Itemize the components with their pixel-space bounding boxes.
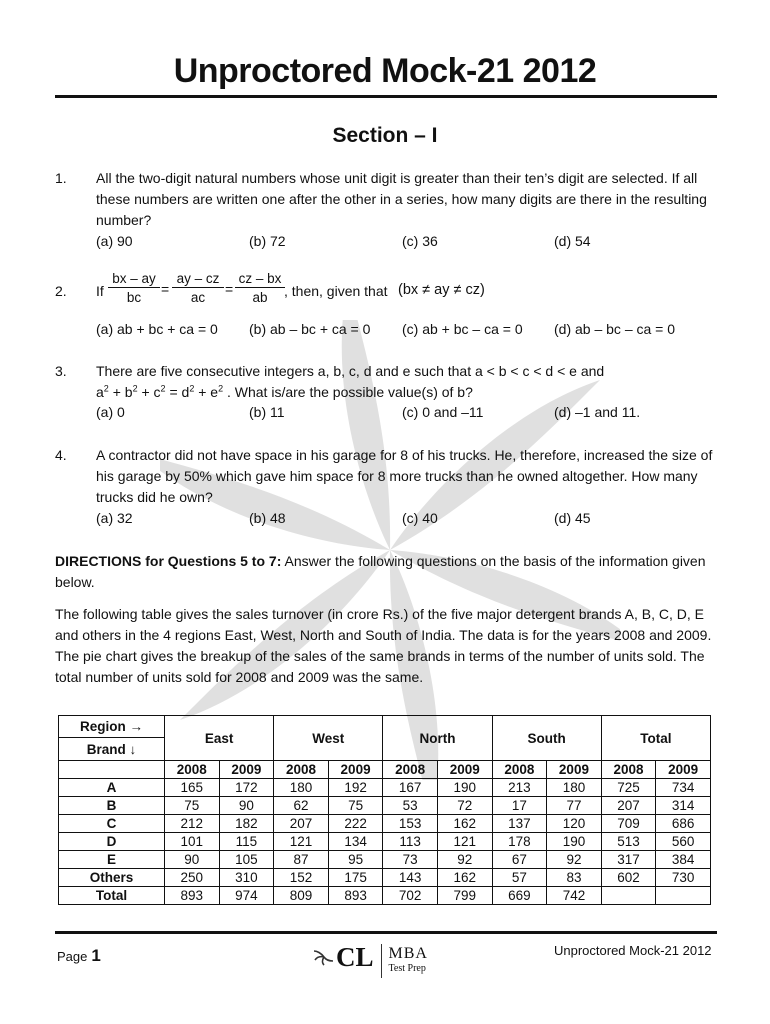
- table-cell: 317: [601, 851, 656, 869]
- question-3-equation-line: $a^2 + b^2 + c^2 = d^2 + e^2$ . What is/are the possible value(s) of b?: [96, 383, 473, 400]
- question-3-option-d: (d) –1 and 11.: [554, 404, 641, 420]
- table-row: [59, 779, 711, 797]
- equals-sign: =: [225, 281, 234, 297]
- question-2-option-c: (c) ab + bc – ca = 0: [402, 321, 523, 337]
- question-4-option-a: (a) 32: [96, 510, 133, 526]
- table-cell: 143: [383, 869, 438, 887]
- brand-cell: Total: [59, 887, 165, 905]
- question-1-text: [96, 168, 720, 231]
- table-cell: 162: [437, 815, 492, 833]
- question-1-line: these numbers are written one after the other in a series, how many digits are there in the resulting: [96, 191, 707, 207]
- brand-cell: C: [59, 815, 165, 833]
- directions-block: [55, 551, 720, 593]
- year-header: 2009: [656, 761, 711, 779]
- table-cell: 250: [165, 869, 220, 887]
- table-cell: 121: [437, 833, 492, 851]
- table-cell: 384: [656, 851, 711, 869]
- table-cell: 113: [383, 833, 438, 851]
- brand-header: Brand ↓: [59, 738, 165, 761]
- region-south: South: [492, 716, 601, 761]
- question-3-option-c: (c) 0 and –11: [402, 404, 484, 420]
- fraction-1: [108, 271, 160, 305]
- intro-paragraph: [55, 604, 720, 688]
- logo-mba: MBA: [388, 945, 428, 962]
- year-header: 2008: [383, 761, 438, 779]
- table-cell: 314: [656, 797, 711, 815]
- table-cell: 95: [328, 851, 383, 869]
- table-cell: 974: [219, 887, 274, 905]
- brand-cell: A: [59, 779, 165, 797]
- table-cell: 190: [547, 833, 602, 851]
- question-4-number: 4.: [55, 447, 67, 463]
- table-cell: 734: [656, 779, 711, 797]
- table-cell: 137: [492, 815, 547, 833]
- table-cell: 175: [328, 869, 383, 887]
- table-cell: 53: [383, 797, 438, 815]
- page-label: Page: [57, 949, 88, 964]
- section-heading: Section – I: [332, 124, 438, 147]
- table-row: [59, 887, 711, 905]
- table-cell: 67: [492, 851, 547, 869]
- question-3-text: [96, 361, 720, 403]
- fraction-1-numerator: bx – ay: [108, 271, 160, 288]
- brand-cell: Others: [59, 869, 165, 887]
- cl-mba-logo: [313, 942, 428, 978]
- table-cell: 134: [328, 833, 383, 851]
- year-header: 2008: [274, 761, 329, 779]
- question-1-option-b: (b) 72: [249, 233, 286, 249]
- fraction-3-numerator: cz – bx: [235, 271, 285, 288]
- table-cell: 121: [274, 833, 329, 851]
- question-2-option-a: (a) ab + bc + ca = 0: [96, 321, 218, 337]
- table-cell: 190: [437, 779, 492, 797]
- title-divider: [55, 95, 717, 98]
- table-cell: 809: [274, 887, 329, 905]
- table-cell: 75: [165, 797, 220, 815]
- logo-sub: Test Prep: [388, 963, 426, 974]
- question-2-if: If: [96, 283, 104, 299]
- table-cell: 310: [219, 869, 274, 887]
- fraction-3-denominator: ab: [252, 290, 268, 305]
- region-total: Total: [601, 716, 710, 761]
- footer-divider: [55, 931, 717, 934]
- table-cell: 207: [274, 815, 329, 833]
- table-cell: 153: [383, 815, 438, 833]
- table-row: [59, 869, 711, 887]
- year-header: 2008: [165, 761, 220, 779]
- table-cell: 120: [547, 815, 602, 833]
- page-number: 1: [91, 946, 101, 965]
- table-cell: 115: [219, 833, 274, 851]
- table-cell: 702: [383, 887, 438, 905]
- question-3-number: 3.: [55, 363, 67, 379]
- intro-line: and others in the 4 regions East, West, North and South of India. The data is for the years 2008 and 2009.: [55, 627, 712, 643]
- table-row: [59, 797, 711, 815]
- question-1-line: All the two-digit natural numbers whose unit digit is greater than their ten’s digit are selected. If all: [96, 170, 698, 186]
- table-cell: 72: [437, 797, 492, 815]
- table-cell: 75: [328, 797, 383, 815]
- question-4-line: his garage by 50% which gave him space for 8 more trucks than he owned altogether. How many: [96, 468, 698, 484]
- table-cell: 213: [492, 779, 547, 797]
- table-cell: 207: [601, 797, 656, 815]
- cl-swirl-icon: [313, 948, 335, 971]
- intro-line: total number of units sold for 2008 and 2009 was the same.: [55, 669, 424, 685]
- question-3-line: There are five consecutive integers a, b, c, d and e such that a < b < c < d < e and: [96, 363, 605, 379]
- sales-table-body: [59, 779, 711, 905]
- footer-page: [57, 946, 101, 966]
- region-header: Region →: [59, 716, 165, 738]
- table-cell: 172: [219, 779, 274, 797]
- table-cell: 90: [165, 851, 220, 869]
- table-cell: 212: [165, 815, 220, 833]
- page-title: Unproctored Mock-21 2012: [173, 52, 597, 90]
- table-cell: [656, 887, 711, 905]
- table-cell: 602: [601, 869, 656, 887]
- question-1-line: number?: [96, 212, 152, 228]
- year-header: 2009: [328, 761, 383, 779]
- table-cell: 182: [219, 815, 274, 833]
- table-cell: 730: [656, 869, 711, 887]
- table-cell: 90: [219, 797, 274, 815]
- table-cell: 178: [492, 833, 547, 851]
- region-north: North: [383, 716, 492, 761]
- table-cell: 105: [219, 851, 274, 869]
- table-cell: 167: [383, 779, 438, 797]
- brand-cell: B: [59, 797, 165, 815]
- question-4-line: A contractor did not have space in his garage for 8 of his trucks. He, therefore, increased the size of: [96, 447, 713, 463]
- directions-line: below.: [55, 574, 95, 590]
- question-1-number: 1.: [55, 170, 67, 186]
- intro-line: The pie chart gives the breakup of the sales of the same brands in terms of the number of units sold. The: [55, 648, 705, 664]
- table-cell: 560: [656, 833, 711, 851]
- year-header: 2009: [219, 761, 274, 779]
- directions-line: [55, 551, 720, 572]
- question-2-option-d: (d) ab – bc – ca = 0: [554, 321, 676, 337]
- table-cell: 513: [601, 833, 656, 851]
- region-west: West: [274, 716, 383, 761]
- table-cell: 799: [437, 887, 492, 905]
- sales-table: [58, 715, 711, 905]
- question-2-number: 2.: [55, 283, 67, 299]
- table-cell: 83: [547, 869, 602, 887]
- table-cell: 73: [383, 851, 438, 869]
- table-row: [59, 851, 711, 869]
- table-cell: 192: [328, 779, 383, 797]
- table-cell: 669: [492, 887, 547, 905]
- table-cell: 152: [274, 869, 329, 887]
- table-cell: 101: [165, 833, 220, 851]
- directions-label: DIRECTIONS for Questions 5 to 7:: [55, 553, 282, 569]
- brand-cell: D: [59, 833, 165, 851]
- year-header: 2009: [437, 761, 492, 779]
- table-cell: 709: [601, 815, 656, 833]
- year-header-blank: [59, 761, 165, 779]
- table-cell: 17: [492, 797, 547, 815]
- table-cell: 742: [547, 887, 602, 905]
- question-3-option-a: (a) 0: [96, 404, 125, 420]
- table-cell: 162: [437, 869, 492, 887]
- question-1-option-d: (d) 54: [554, 233, 591, 249]
- fraction-1-denominator: bc: [126, 290, 142, 305]
- table-cell: 222: [328, 815, 383, 833]
- question-4-option-b: (b) 48: [249, 510, 286, 526]
- logo-cl: CL: [336, 942, 374, 972]
- question-2-condition: (bx ≠ ay ≠ cz): [398, 282, 485, 298]
- table-cell: 725: [601, 779, 656, 797]
- question-2-tail: , then, given that: [284, 283, 388, 299]
- year-header: 2008: [601, 761, 656, 779]
- fraction-2-denominator: ac: [190, 290, 206, 305]
- table-cell: 893: [328, 887, 383, 905]
- table-row: [59, 833, 711, 851]
- question-1-option-a: (a) 90: [96, 233, 133, 249]
- table-cell: 57: [492, 869, 547, 887]
- equals-sign: =: [161, 281, 170, 297]
- fraction-2: [172, 271, 224, 305]
- question-4-option-c: (c) 40: [402, 510, 438, 526]
- question-4-text: [96, 445, 720, 508]
- question-3-line-tail: . What is/are the possible value(s) of b?: [226, 384, 473, 400]
- fraction-3: [235, 271, 285, 305]
- intro-line: The following table gives the sales turnover (in crore Rs.) of the five major detergent brands A, B, C, D, E: [55, 606, 704, 622]
- year-header: 2009: [547, 761, 602, 779]
- table-cell: 77: [547, 797, 602, 815]
- question-4-option-d: (d) 45: [554, 510, 591, 526]
- logo-text: [389, 942, 428, 975]
- question-2-option-b: (b) ab – bc + ca = 0: [249, 321, 371, 337]
- table-cell: 893: [165, 887, 220, 905]
- table-cell: 165: [165, 779, 220, 797]
- table-cell: 92: [437, 851, 492, 869]
- table-cell: 180: [547, 779, 602, 797]
- table-cell: [601, 887, 656, 905]
- region-east: East: [165, 716, 274, 761]
- table-cell: 92: [547, 851, 602, 869]
- question-1-option-c: (c) 36: [402, 233, 438, 249]
- question-4-line: trucks did he own?: [96, 489, 213, 505]
- table-cell: 62: [274, 797, 329, 815]
- brand-cell: E: [59, 851, 165, 869]
- footer-title: Unproctored Mock-21 2012: [554, 943, 712, 958]
- table-cell: 686: [656, 815, 711, 833]
- table-cell: 87: [274, 851, 329, 869]
- table-cell: 180: [274, 779, 329, 797]
- table-row: [59, 815, 711, 833]
- question-3-option-b: (b) 11: [249, 404, 285, 420]
- logo-divider: [381, 944, 382, 978]
- year-header: 2008: [492, 761, 547, 779]
- directions-text: Answer the following questions on the basis of the information given: [281, 553, 706, 569]
- fraction-2-numerator: ay – cz: [172, 271, 224, 288]
